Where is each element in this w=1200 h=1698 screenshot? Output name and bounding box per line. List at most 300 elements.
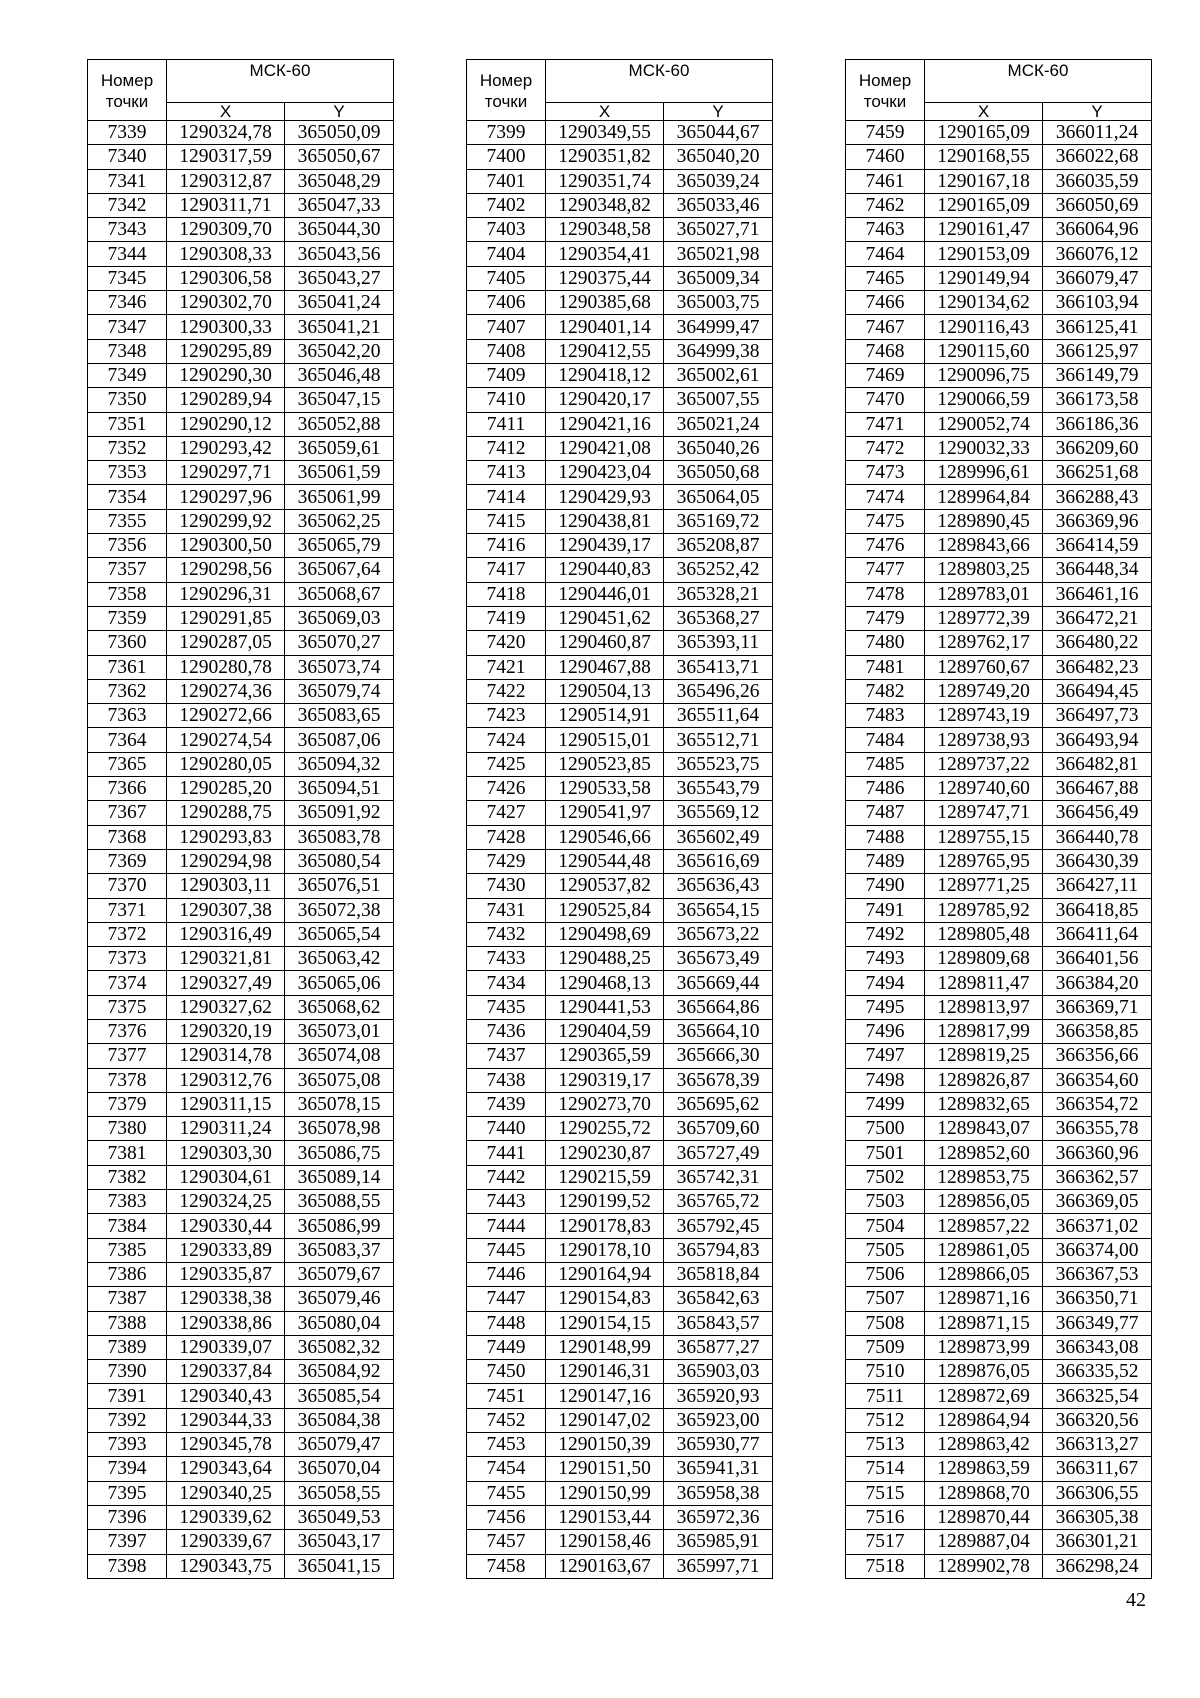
x-coordinate-cell: 1290467,88	[546, 655, 664, 679]
x-coordinate-cell: 1290339,67	[167, 1530, 285, 1554]
point-number-cell: 7460	[846, 145, 925, 169]
table-row	[846, 461, 1152, 485]
x-coordinate-cell: 1289771,25	[925, 874, 1043, 898]
point-number-cell: 7509	[846, 1335, 925, 1359]
x-coordinate-cell: 1290324,78	[167, 121, 285, 145]
point-number-cell: 7422	[467, 679, 546, 703]
y-coordinate-cell: 365079,47	[285, 1433, 394, 1457]
x-coordinate-cell: 1290343,75	[167, 1554, 285, 1578]
x-coordinate-cell: 1289871,15	[925, 1311, 1043, 1335]
point-number-cell: 7439	[467, 1092, 546, 1116]
x-coordinate-cell: 1290468,13	[546, 971, 664, 995]
y-coordinate-cell: 365041,21	[285, 315, 394, 339]
y-coordinate-cell: 365047,33	[285, 193, 394, 217]
table-row	[467, 1311, 773, 1335]
table-row	[467, 121, 773, 145]
point-number-cell: 7467	[846, 315, 925, 339]
table-row	[467, 1505, 773, 1529]
point-number-cell: 7369	[88, 849, 167, 873]
table-row	[88, 1360, 394, 1384]
y-coordinate-cell: 366414,59	[1043, 534, 1152, 558]
table-row	[88, 1311, 394, 1335]
table-row	[846, 388, 1152, 412]
point-number-cell: 7513	[846, 1433, 925, 1457]
table-row	[88, 1384, 394, 1408]
x-coordinate-cell: 1289817,99	[925, 1019, 1043, 1043]
y-coordinate-cell: 366354,60	[1043, 1068, 1152, 1092]
table-row	[846, 534, 1152, 558]
point-number-cell: 7413	[467, 461, 546, 485]
point-number-cell: 7366	[88, 777, 167, 801]
table-row	[467, 1433, 773, 1457]
x-coordinate-cell: 1289853,75	[925, 1165, 1043, 1189]
x-coordinate-cell: 1290165,09	[925, 121, 1043, 145]
point-number-header	[88, 60, 167, 121]
y-coordinate-cell: 365087,06	[285, 728, 394, 752]
point-number-cell: 7472	[846, 436, 925, 460]
coordinates-table-1	[87, 59, 394, 1579]
x-coordinate-cell: 1290146,31	[546, 1360, 664, 1384]
table-row	[88, 242, 394, 266]
y-coordinate-cell: 366494,45	[1043, 679, 1152, 703]
point-number-cell: 7417	[467, 558, 546, 582]
y-coordinate-cell: 366103,94	[1043, 291, 1152, 315]
x-coordinate-cell: 1289785,92	[925, 898, 1043, 922]
point-number-cell: 7421	[467, 655, 546, 679]
x-coordinate-cell: 1289902,78	[925, 1554, 1043, 1578]
y-coordinate-cell: 365985,91	[664, 1530, 773, 1554]
table-row	[467, 363, 773, 387]
table-row	[467, 1287, 773, 1311]
y-coordinate-cell: 366343,08	[1043, 1335, 1152, 1359]
x-coordinate-cell: 1290321,81	[167, 947, 285, 971]
y-coordinate-cell: 365003,75	[664, 291, 773, 315]
x-coordinate-cell: 1290215,59	[546, 1165, 664, 1189]
table-row	[88, 631, 394, 655]
table-row	[846, 1505, 1152, 1529]
y-coordinate-cell: 366374,00	[1043, 1238, 1152, 1262]
y-coordinate-cell: 365041,15	[285, 1554, 394, 1578]
table-row	[467, 218, 773, 242]
x-coordinate-cell: 1290168,55	[925, 145, 1043, 169]
point-number-cell: 7397	[88, 1530, 167, 1554]
y-coordinate-cell: 365393,11	[664, 631, 773, 655]
point-number-cell: 7358	[88, 582, 167, 606]
x-coordinate-cell: 1289964,84	[925, 485, 1043, 509]
y-coordinate-cell: 365063,42	[285, 947, 394, 971]
table-row	[846, 242, 1152, 266]
y-coordinate-cell: 365049,53	[285, 1505, 394, 1529]
table-row	[467, 388, 773, 412]
point-number-header-line1: Номер	[858, 71, 912, 90]
y-coordinate-cell: 366209,60	[1043, 436, 1152, 460]
table-row	[846, 606, 1152, 630]
x-coordinate-cell: 1289765,95	[925, 849, 1043, 873]
table-row	[467, 582, 773, 606]
point-number-cell: 7489	[846, 849, 925, 873]
x-coordinate-cell: 1290115,60	[925, 339, 1043, 363]
point-number-cell: 7480	[846, 631, 925, 655]
table-row	[846, 1019, 1152, 1043]
x-coordinate-cell: 1290296,31	[167, 582, 285, 606]
y-coordinate-cell: 366369,05	[1043, 1190, 1152, 1214]
y-coordinate-cell: 364999,38	[664, 339, 773, 363]
x-coordinate-cell: 1290429,93	[546, 485, 664, 509]
point-number-cell: 7380	[88, 1117, 167, 1141]
x-coordinate-cell: 1289887,04	[925, 1530, 1043, 1554]
y-coordinate-cell: 365002,61	[664, 363, 773, 387]
table-row	[467, 1117, 773, 1141]
table-row	[88, 1457, 394, 1481]
y-coordinate-cell: 365083,78	[285, 825, 394, 849]
y-coordinate-cell: 365602,49	[664, 825, 773, 849]
point-number-cell: 7461	[846, 169, 925, 193]
x-coordinate-cell: 1290161,47	[925, 218, 1043, 242]
table-row	[467, 485, 773, 509]
table-row	[467, 704, 773, 728]
x-coordinate-cell: 1290288,75	[167, 801, 285, 825]
table-row	[88, 995, 394, 1019]
table-row	[846, 339, 1152, 363]
point-number-cell: 7363	[88, 704, 167, 728]
table-row	[88, 801, 394, 825]
point-number-header	[846, 60, 925, 121]
x-coordinate-cell: 1290348,82	[546, 193, 664, 217]
y-coordinate-cell: 365169,72	[664, 509, 773, 533]
table-row	[88, 363, 394, 387]
table-row	[467, 1141, 773, 1165]
point-number-cell: 7365	[88, 752, 167, 776]
x-coordinate-cell: 1290404,59	[546, 1019, 664, 1043]
x-coordinate-cell: 1290032,33	[925, 436, 1043, 460]
y-coordinate-cell: 366480,22	[1043, 631, 1152, 655]
point-number-cell: 7407	[467, 315, 546, 339]
y-coordinate-cell: 365511,64	[664, 704, 773, 728]
x-coordinate-cell: 1290339,07	[167, 1335, 285, 1359]
y-coordinate-cell: 365048,29	[285, 169, 394, 193]
table-row	[846, 169, 1152, 193]
x-coordinate-cell: 1290311,15	[167, 1092, 285, 1116]
point-number-cell: 7479	[846, 606, 925, 630]
y-coordinate-cell: 366369,96	[1043, 509, 1152, 533]
x-coordinate-cell: 1290324,25	[167, 1190, 285, 1214]
table-row	[88, 485, 394, 509]
x-coordinate-cell: 1289871,16	[925, 1287, 1043, 1311]
table-row	[846, 1481, 1152, 1505]
x-coordinate-cell: 1289843,66	[925, 534, 1043, 558]
y-coordinate-cell: 365059,61	[285, 436, 394, 460]
y-coordinate-cell: 365050,09	[285, 121, 394, 145]
point-number-cell: 7451	[467, 1384, 546, 1408]
table-row	[467, 436, 773, 460]
y-coordinate-cell: 365842,63	[664, 1287, 773, 1311]
table-row	[467, 922, 773, 946]
y-coordinate-cell: 365669,44	[664, 971, 773, 995]
point-number-cell: 7452	[467, 1408, 546, 1432]
table-row	[88, 193, 394, 217]
y-coordinate-cell: 366467,88	[1043, 777, 1152, 801]
point-number-cell: 7385	[88, 1238, 167, 1262]
y-column-header: Y	[1043, 103, 1152, 121]
point-number-cell: 7445	[467, 1238, 546, 1262]
x-coordinate-cell: 1289819,25	[925, 1044, 1043, 1068]
x-coordinate-cell: 1290289,94	[167, 388, 285, 412]
table-row	[846, 1384, 1152, 1408]
y-coordinate-cell: 365076,51	[285, 874, 394, 898]
table-row	[467, 947, 773, 971]
y-coordinate-cell: 366371,02	[1043, 1214, 1152, 1238]
point-number-cell: 7387	[88, 1287, 167, 1311]
y-coordinate-cell: 366298,24	[1043, 1554, 1152, 1578]
table-row	[846, 752, 1152, 776]
table-row	[846, 1117, 1152, 1141]
x-coordinate-cell: 1290327,62	[167, 995, 285, 1019]
table-row	[467, 1408, 773, 1432]
point-number-cell: 7428	[467, 825, 546, 849]
table-row	[846, 558, 1152, 582]
x-coordinate-cell: 1289856,05	[925, 1190, 1043, 1214]
y-coordinate-cell: 366472,21	[1043, 606, 1152, 630]
y-coordinate-cell: 365091,92	[285, 801, 394, 825]
table-row	[467, 169, 773, 193]
x-coordinate-cell: 1290327,49	[167, 971, 285, 995]
point-number-cell: 7377	[88, 1044, 167, 1068]
table-row	[846, 1141, 1152, 1165]
point-number-cell: 7430	[467, 874, 546, 898]
y-coordinate-cell: 365666,30	[664, 1044, 773, 1068]
table-row	[846, 1190, 1152, 1214]
x-coordinate-cell: 1290537,82	[546, 874, 664, 898]
point-number-cell: 7518	[846, 1554, 925, 1578]
point-number-header-line2: точки	[484, 92, 528, 111]
x-coordinate-cell: 1290385,68	[546, 291, 664, 315]
y-coordinate-cell: 365997,71	[664, 1554, 773, 1578]
y-coordinate-cell: 365941,31	[664, 1457, 773, 1481]
point-number-cell: 7367	[88, 801, 167, 825]
table-row	[88, 679, 394, 703]
table-row	[88, 849, 394, 873]
y-coordinate-cell: 366076,12	[1043, 242, 1152, 266]
x-coordinate-cell: 1289873,99	[925, 1335, 1043, 1359]
point-number-cell: 7381	[88, 1141, 167, 1165]
table-row	[846, 947, 1152, 971]
x-coordinate-cell: 1290167,18	[925, 169, 1043, 193]
x-coordinate-cell: 1290365,59	[546, 1044, 664, 1068]
y-coordinate-cell: 366311,67	[1043, 1457, 1152, 1481]
point-number-cell: 7484	[846, 728, 925, 752]
x-coordinate-cell: 1290438,81	[546, 509, 664, 533]
x-coordinate-cell: 1290285,20	[167, 777, 285, 801]
table-row	[467, 631, 773, 655]
x-coordinate-cell: 1290293,42	[167, 436, 285, 460]
x-coordinate-cell: 1290304,61	[167, 1165, 285, 1189]
y-coordinate-cell: 365252,42	[664, 558, 773, 582]
point-number-cell: 7371	[88, 898, 167, 922]
y-coordinate-cell: 366461,16	[1043, 582, 1152, 606]
x-coordinate-cell: 1289805,48	[925, 922, 1043, 946]
x-coordinate-cell: 1290375,44	[546, 266, 664, 290]
y-coordinate-cell: 365086,75	[285, 1141, 394, 1165]
x-coordinate-cell: 1290165,09	[925, 193, 1043, 217]
point-number-cell: 7491	[846, 898, 925, 922]
y-coordinate-cell: 365664,10	[664, 1019, 773, 1043]
table-row	[846, 1554, 1152, 1578]
x-coordinate-cell: 1289861,05	[925, 1238, 1043, 1262]
point-number-cell: 7502	[846, 1165, 925, 1189]
point-number-cell: 7431	[467, 898, 546, 922]
point-number-cell: 7483	[846, 704, 925, 728]
table-row	[88, 1238, 394, 1262]
y-coordinate-cell: 366497,73	[1043, 704, 1152, 728]
table-row	[846, 582, 1152, 606]
y-coordinate-cell: 366369,71	[1043, 995, 1152, 1019]
table-row	[88, 752, 394, 776]
coordinate-system-header: МСК-60	[925, 60, 1152, 103]
x-coordinate-cell: 1289755,15	[925, 825, 1043, 849]
point-number-cell: 7349	[88, 363, 167, 387]
point-number-cell: 7446	[467, 1262, 546, 1286]
table-row	[846, 1092, 1152, 1116]
y-coordinate-cell: 365079,67	[285, 1262, 394, 1286]
point-number-cell: 7390	[88, 1360, 167, 1384]
table-row	[88, 1044, 394, 1068]
point-number-cell: 7360	[88, 631, 167, 655]
point-number-cell: 7402	[467, 193, 546, 217]
y-coordinate-cell: 365972,36	[664, 1505, 773, 1529]
x-coordinate-cell: 1290272,66	[167, 704, 285, 728]
table-row	[467, 461, 773, 485]
point-number-cell: 7492	[846, 922, 925, 946]
table-row	[467, 801, 773, 825]
x-coordinate-cell: 1290314,78	[167, 1044, 285, 1068]
point-number-cell: 7462	[846, 193, 925, 217]
x-coordinate-cell: 1289996,61	[925, 461, 1043, 485]
table-row	[467, 1457, 773, 1481]
y-coordinate-cell: 365094,51	[285, 777, 394, 801]
point-number-cell: 7453	[467, 1433, 546, 1457]
x-coordinate-cell: 1290338,86	[167, 1311, 285, 1335]
table-row	[88, 971, 394, 995]
x-coordinate-cell: 1289863,59	[925, 1457, 1043, 1481]
y-coordinate-cell: 366035,59	[1043, 169, 1152, 193]
point-number-cell: 7418	[467, 582, 546, 606]
y-coordinate-cell: 365094,32	[285, 752, 394, 776]
x-coordinate-cell: 1290302,70	[167, 291, 285, 315]
x-coordinate-cell: 1289803,25	[925, 558, 1043, 582]
table-row	[846, 1068, 1152, 1092]
table-row	[467, 534, 773, 558]
x-coordinate-cell: 1290339,62	[167, 1505, 285, 1529]
point-number-cell: 7341	[88, 169, 167, 193]
x-coordinate-cell: 1290150,99	[546, 1481, 664, 1505]
table-row	[846, 679, 1152, 703]
point-number-cell: 7368	[88, 825, 167, 849]
point-number-cell: 7379	[88, 1092, 167, 1116]
table-row	[88, 1481, 394, 1505]
x-coordinate-cell: 1290533,58	[546, 777, 664, 801]
x-coordinate-cell: 1290351,74	[546, 169, 664, 193]
table-row	[846, 363, 1152, 387]
point-number-cell: 7396	[88, 1505, 167, 1529]
table-row	[88, 898, 394, 922]
table-row	[467, 1554, 773, 1578]
table-row	[846, 485, 1152, 509]
table-row	[88, 1190, 394, 1214]
y-coordinate-cell: 365765,72	[664, 1190, 773, 1214]
y-coordinate-cell: 365742,31	[664, 1165, 773, 1189]
table-row	[88, 1408, 394, 1432]
y-coordinate-cell: 365088,55	[285, 1190, 394, 1214]
table-row	[846, 121, 1152, 145]
coordinates-table-2	[466, 59, 773, 1579]
point-number-cell: 7515	[846, 1481, 925, 1505]
coordinate-system-header: МСК-60	[546, 60, 773, 103]
y-coordinate-cell: 365044,67	[664, 121, 773, 145]
table-row	[88, 534, 394, 558]
point-number-cell: 7364	[88, 728, 167, 752]
x-coordinate-cell: 1290300,50	[167, 534, 285, 558]
x-coordinate-cell: 1290255,72	[546, 1117, 664, 1141]
table-row	[88, 704, 394, 728]
point-number-cell: 7510	[846, 1360, 925, 1384]
table-row	[846, 436, 1152, 460]
x-coordinate-cell: 1290280,78	[167, 655, 285, 679]
table-row	[88, 461, 394, 485]
point-number-cell: 7405	[467, 266, 546, 290]
point-number-cell: 7466	[846, 291, 925, 315]
table-row	[88, 1530, 394, 1554]
y-coordinate-cell: 365027,71	[664, 218, 773, 242]
y-coordinate-cell: 366367,53	[1043, 1262, 1152, 1286]
point-number-cell: 7506	[846, 1262, 925, 1286]
y-coordinate-cell: 366349,77	[1043, 1311, 1152, 1335]
y-coordinate-cell: 365569,12	[664, 801, 773, 825]
point-number-cell: 7361	[88, 655, 167, 679]
point-number-cell: 7423	[467, 704, 546, 728]
x-coordinate-cell: 1290309,70	[167, 218, 285, 242]
y-coordinate-cell: 366288,43	[1043, 485, 1152, 509]
y-coordinate-cell: 365543,79	[664, 777, 773, 801]
x-coordinate-cell: 1290151,50	[546, 1457, 664, 1481]
x-coordinate-cell: 1290316,49	[167, 922, 285, 946]
x-coordinate-cell: 1290441,53	[546, 995, 664, 1019]
x-coordinate-cell: 1289760,67	[925, 655, 1043, 679]
y-coordinate-cell: 365079,74	[285, 679, 394, 703]
table-row	[88, 1214, 394, 1238]
x-coordinate-cell: 1290306,58	[167, 266, 285, 290]
point-number-cell: 7469	[846, 363, 925, 387]
table-body	[88, 121, 394, 1579]
table-row	[88, 1505, 394, 1529]
table-row	[88, 266, 394, 290]
point-number-cell: 7435	[467, 995, 546, 1019]
table-row	[467, 752, 773, 776]
y-coordinate-cell: 366149,79	[1043, 363, 1152, 387]
y-coordinate-cell: 365920,93	[664, 1384, 773, 1408]
point-number-cell: 7420	[467, 631, 546, 655]
point-number-cell: 7372	[88, 922, 167, 946]
table-row	[467, 874, 773, 898]
point-number-cell: 7490	[846, 874, 925, 898]
x-coordinate-cell: 1290178,10	[546, 1238, 664, 1262]
x-coordinate-cell: 1290298,56	[167, 558, 285, 582]
y-coordinate-cell: 366418,85	[1043, 898, 1152, 922]
x-coordinate-cell: 1290096,75	[925, 363, 1043, 387]
x-coordinate-cell: 1290303,11	[167, 874, 285, 898]
point-number-cell: 7475	[846, 509, 925, 533]
table-row	[88, 655, 394, 679]
table-row	[88, 218, 394, 242]
